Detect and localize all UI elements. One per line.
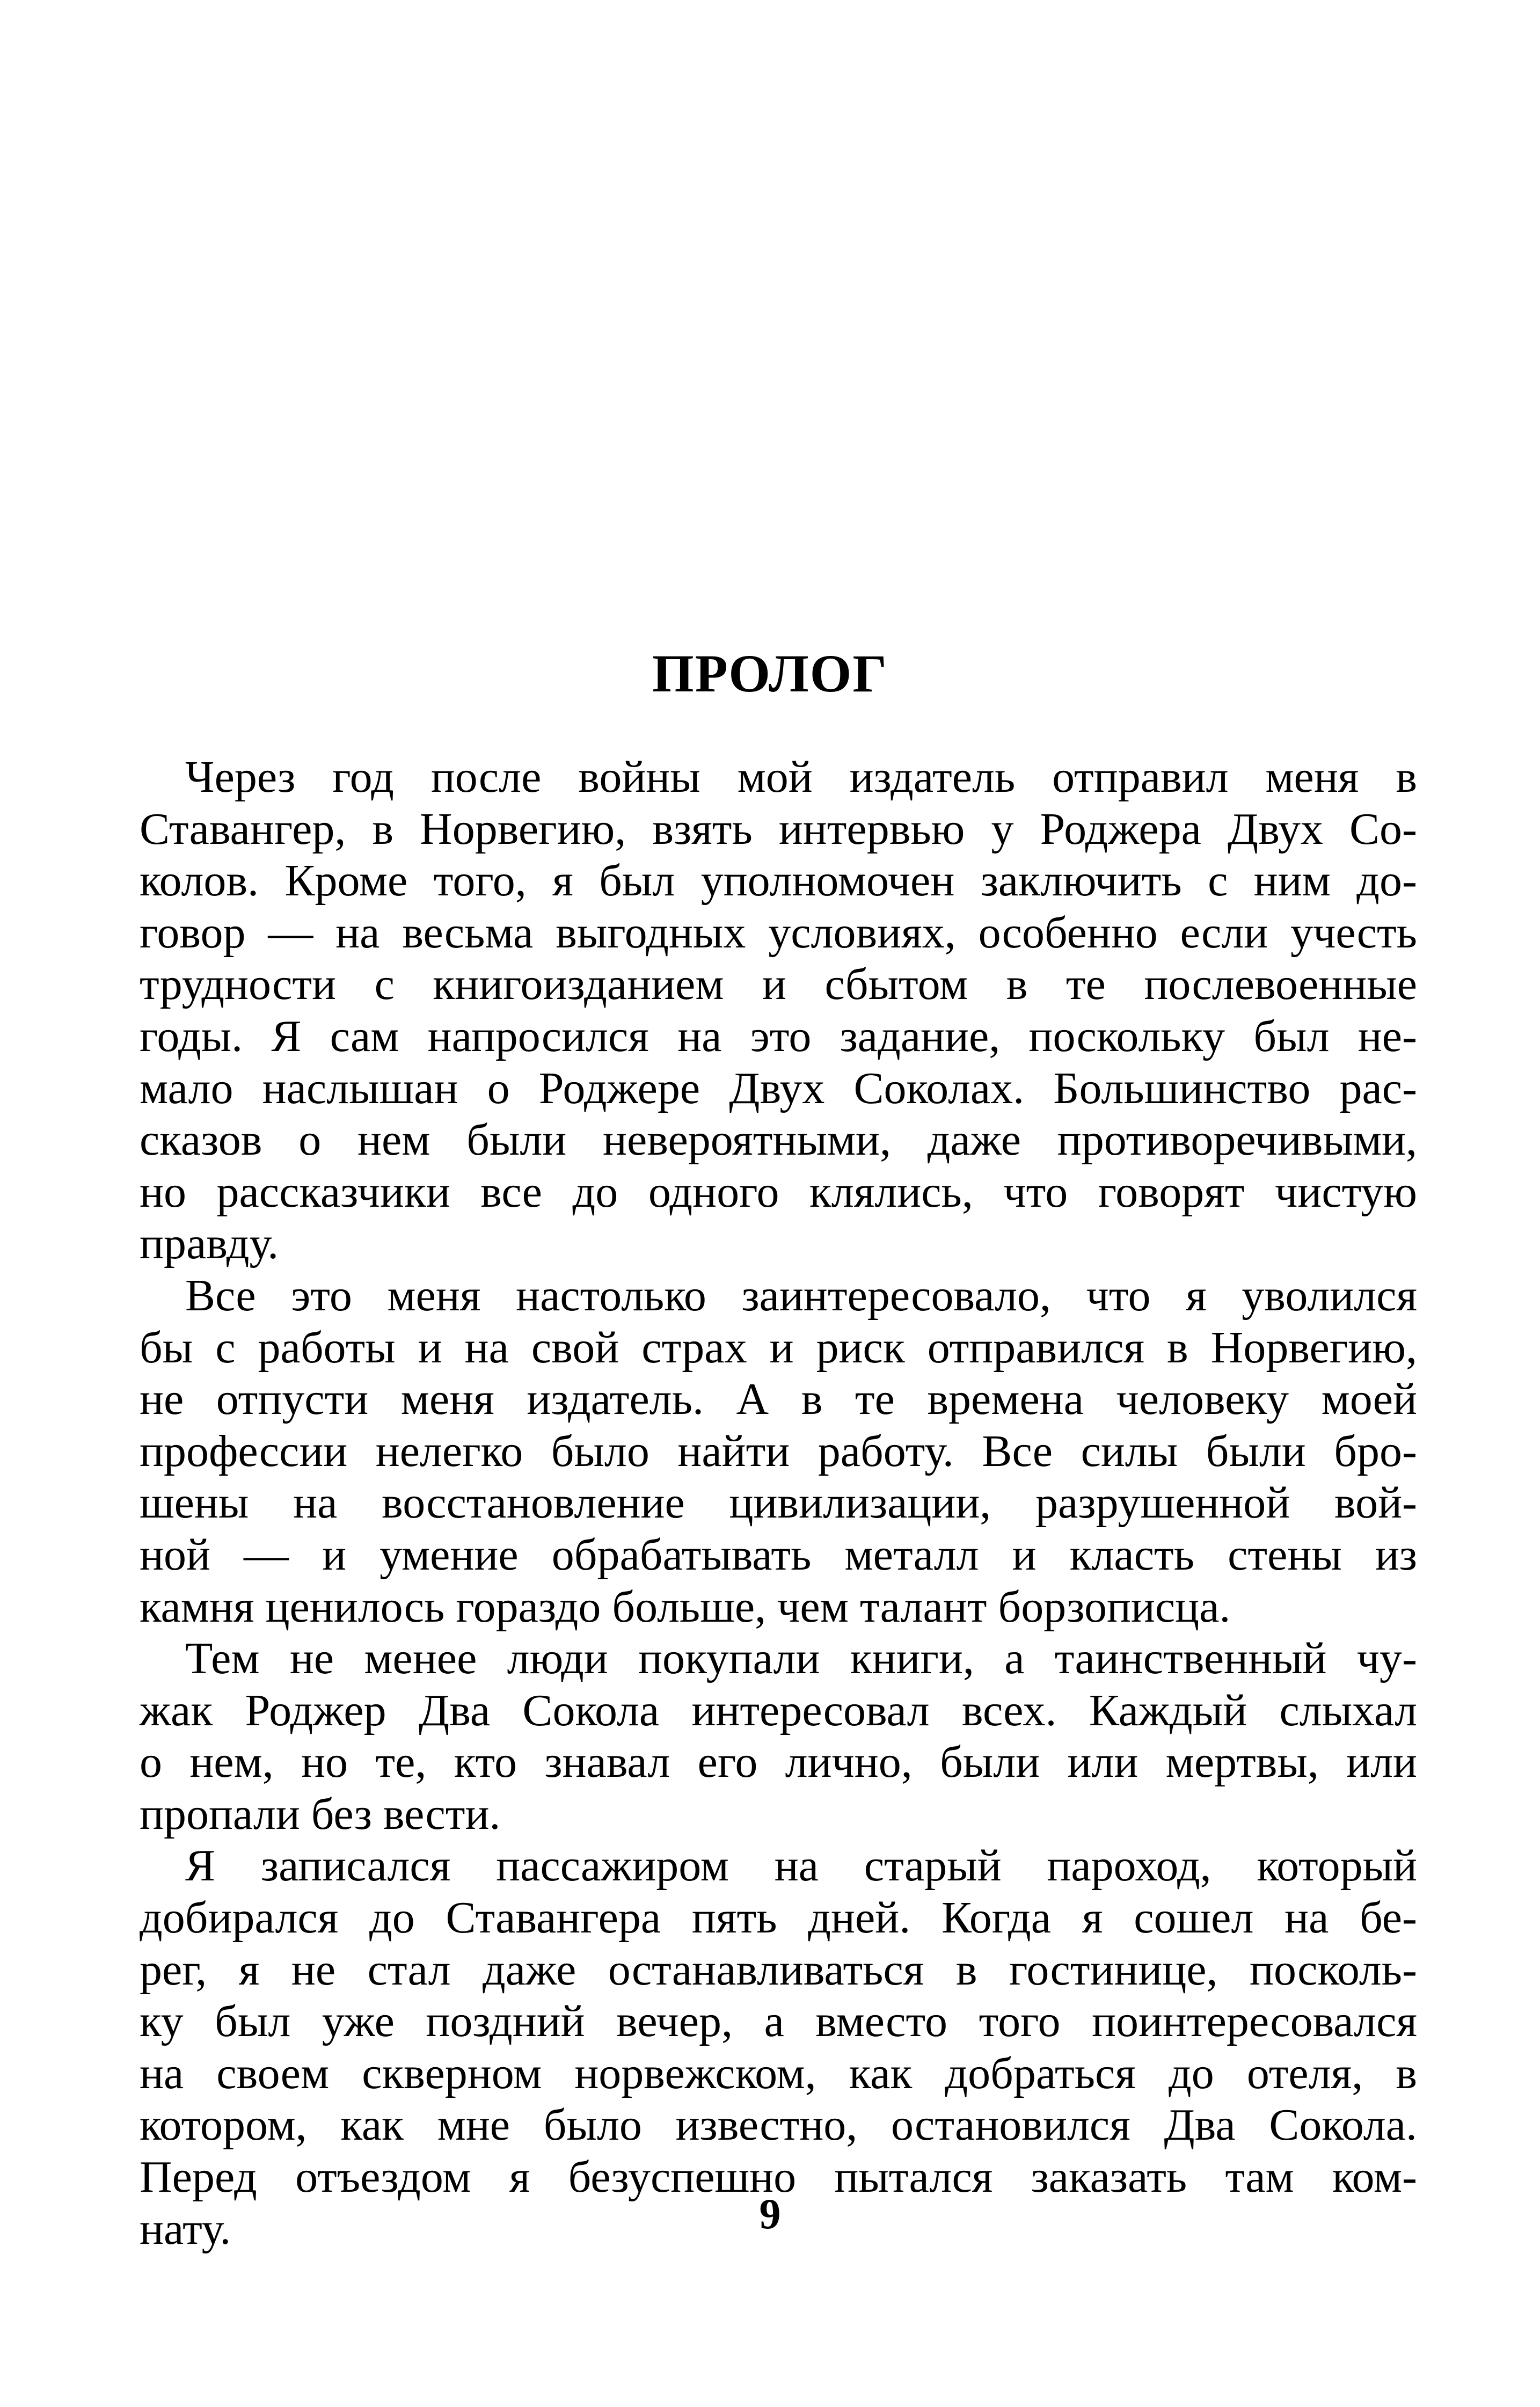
- text-line: ной — и умение обрабатывать металл и класть стены из: [140, 1529, 1417, 1580]
- text-line: камня ценилось гораздо больше, чем талант борзописца.: [140, 1581, 1231, 1632]
- chapter-title: ПРОЛОГ: [652, 644, 888, 703]
- text-line: на своем скверном норвежском, как добраться до отеля, в: [140, 2048, 1417, 2098]
- text-line: рег, я не стал даже останавливаться в гостинице, посколь-: [140, 1944, 1417, 1995]
- text-line: профессии нелегко было найти работу. Все силы были бро-: [140, 1426, 1417, 1476]
- text-line: Все это меня настолько заинтересовало, что я уволился: [185, 1270, 1417, 1321]
- body-text: [140, 752, 1417, 2255]
- page-number: 9: [759, 2191, 781, 2238]
- text-line: котором, как мне было известно, остановился Два Сокола.: [140, 2100, 1417, 2150]
- text-line: но рассказчики все до одного клялись, что говорят чистую: [140, 1166, 1417, 1217]
- text-line: шены на восстановление цивилизации, разрушенной вой-: [140, 1478, 1417, 1528]
- text-line: бы с работы и на свой страх и риск отправился в Норвегию,: [140, 1322, 1417, 1373]
- text-line: не отпусти меня издатель. А в те времена человеку моей: [140, 1374, 1417, 1425]
- paragraph-3: [140, 1633, 1417, 1840]
- text-line: пропали без вести.: [140, 1789, 501, 1839]
- text-line: сказов о нем были невероятными, даже противоречивыми,: [140, 1115, 1417, 1165]
- text-line: нату.: [140, 2204, 231, 2254]
- text-line: о нем, но те, кто знавал его лично, были или мертвы, или: [140, 1737, 1417, 1788]
- text-line: жак Роджер Два Сокола интересовал всех. Каждый слыхал: [140, 1685, 1417, 1735]
- paragraph-2: [140, 1270, 1417, 1633]
- text-line: правду.: [140, 1219, 279, 1269]
- text-line: говор — на весьма выгодных условиях, особенно если учесть: [140, 907, 1417, 958]
- paragraph-1: [140, 752, 1417, 1270]
- text-line: ку был уже поздний вечер, а вместо того поинтересовался: [140, 1996, 1417, 2047]
- text-line: трудности с книгоизданием и сбытом в те послевоенные: [140, 959, 1417, 1010]
- text-line: Тем не менее люди покупали книги, а таинственный чу-: [185, 1633, 1417, 1684]
- text-line: Ставангер, в Норвегию, взять интервью у Роджера Двух Со-: [140, 804, 1417, 854]
- text-line: Перед отъездом я безуспешно пытался заказать там ком-: [140, 2152, 1417, 2202]
- text-line: Через год после войны мой издатель отправил меня в: [185, 752, 1417, 802]
- text-line: Я записался пассажиром на старый пароход, который: [185, 1841, 1417, 1891]
- text-line: добирался до Ставангера пять дней. Когда я сошел на бе-: [140, 1893, 1417, 1943]
- text-line: годы. Я сам напросился на это задание, поскольку был не-: [140, 1011, 1417, 1061]
- text-line: колов. Кроме того, я был уполномочен заключить с ним до-: [140, 856, 1417, 906]
- text-line: мало наслышан о Роджере Двух Соколах. Большинство рас-: [140, 1063, 1417, 1113]
